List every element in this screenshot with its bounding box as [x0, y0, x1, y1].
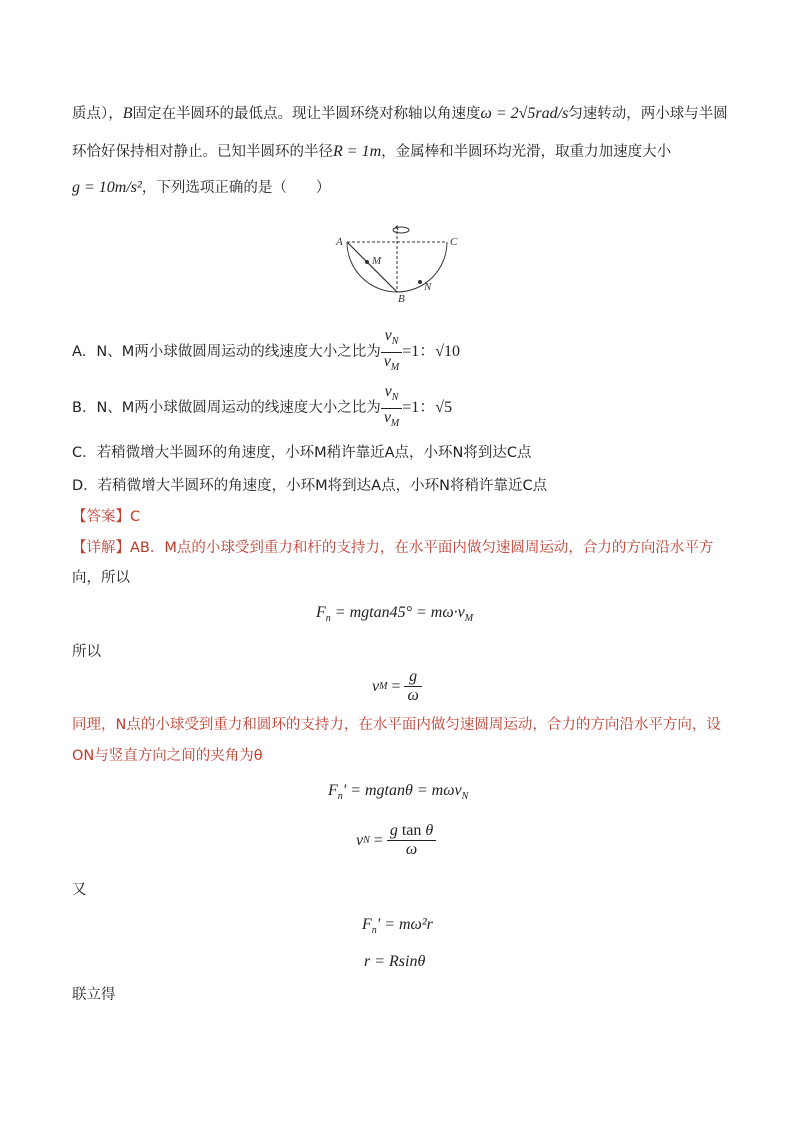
label-C: C — [450, 236, 458, 248]
explanation-p2b: ON与竖直方向之间的夹角为θ — [72, 748, 263, 764]
label-A: A — [336, 236, 343, 248]
eq1-F: F — [316, 604, 326, 621]
label-N: N — [424, 281, 432, 293]
explanation-line-2 — [72, 568, 130, 588]
option-D[interactable] — [72, 476, 547, 496]
explanation-line-1 — [72, 538, 713, 558]
line1-part-c: 匀速转动，两小球与半圆 — [568, 106, 728, 122]
so-text — [72, 642, 101, 662]
combine-label: 联立得 — [72, 987, 116, 1003]
answer-value: C — [130, 509, 141, 525]
line2-part-a: 环恰好保持相对静止。已知半圆环的半径 — [72, 144, 333, 160]
line1-part-b: 固定在半圆环的最低点。现让半圆环绕对称轴以角速度 — [132, 106, 481, 122]
equation-1: $F_n = mgtan45^\circ = m\omega\cdot v_M$ — [316, 604, 474, 625]
bead-N — [418, 280, 422, 284]
option-A-fraction: $\frac{v_N}{v_M}$ — [381, 327, 402, 376]
answer-label: 【答案】 — [72, 509, 130, 525]
option-B[interactable] — [72, 383, 453, 429]
option-B-text: B．N、M两小球做圆周运动的线速度大小之比为 — [72, 400, 381, 416]
metal-rod — [347, 242, 397, 292]
omega-value: ω = 2√5rad/s — [480, 105, 569, 122]
also-label: 又 — [72, 882, 87, 898]
equation-5: $F_n' = m\omega^2r$ — [362, 916, 433, 937]
bead-M — [365, 260, 369, 264]
equation-6 — [364, 953, 425, 971]
explanation-p1a: AB．M点的小球受到重力和杆的支持力，在水平面内做匀速圆周运动，合力的方向沿水平方 — [130, 540, 714, 556]
option-B-ratio: =1：√5 — [402, 399, 453, 416]
eq3-rest: ' = mgtanθ = mωv — [342, 782, 462, 799]
semicircle-figure — [330, 220, 470, 310]
equation-2: v M = $\frac{g}{\omega}$ — [372, 668, 422, 705]
equation-4: v N = $\frac{\text{g tan θ}}{\omega}$ — [356, 822, 436, 859]
option-C-text: C．若稍微增大半圆环的角速度，小环M稍许靠近A点，小环N将到达C点 — [72, 445, 532, 461]
label-B: B — [398, 293, 405, 305]
label-M: M — [372, 255, 382, 267]
option-D-text: D．若稍微增大半圆环的角速度，小环M将到达A点，小环N将稍许靠近C点 — [72, 478, 548, 494]
eq6-text: r = Rsinθ — [364, 953, 426, 970]
option-A[interactable] — [72, 327, 461, 373]
combine-text — [72, 985, 116, 1005]
explanation-label: 【详解】 — [72, 540, 130, 556]
explanation-line-3 — [72, 715, 721, 735]
explanation-p1b: 向，所以 — [72, 570, 130, 586]
explanation-line-4 — [72, 746, 263, 766]
line1-part-a: 质点）， — [72, 106, 123, 122]
so-label: 所以 — [72, 644, 101, 660]
option-A-ratio: =1：√10 — [402, 343, 461, 360]
equation-3: $F_n' = mgtan\theta = m\omega v_N$ — [328, 782, 469, 803]
answer — [72, 507, 140, 527]
also-text — [72, 880, 87, 900]
problem-line-2 — [72, 142, 671, 162]
option-B-fraction: $\frac{v_N}{v_M}$ — [381, 383, 402, 432]
label-B-inline: B — [122, 105, 133, 122]
option-C[interactable] — [72, 443, 532, 463]
eq1-rest: = mgtan45° = mω·v — [330, 604, 465, 621]
line2-part-b: ，金属棒和半圆环均光滑，取重力加速度大小 — [381, 144, 672, 160]
line3-part-b: ，下列选项正确的是（ ） — [141, 180, 331, 196]
eq5-rest: ' = mω²r — [376, 916, 433, 933]
option-A-text: A．N、M两小球做圆周运动的线速度大小之比为 — [72, 344, 381, 360]
eq3-F: F — [328, 782, 338, 799]
problem-line-1 — [72, 104, 728, 124]
explanation-p2a: 同理，N点的小球受到重力和圆环的支持力，在水平面内做匀速圆周运动，合力的方向沿水平方向，设 — [72, 717, 721, 733]
gravity-value: g = 10m/s² — [72, 179, 142, 196]
problem-line-3 — [72, 178, 330, 198]
radius-value: R = 1m — [333, 143, 382, 160]
